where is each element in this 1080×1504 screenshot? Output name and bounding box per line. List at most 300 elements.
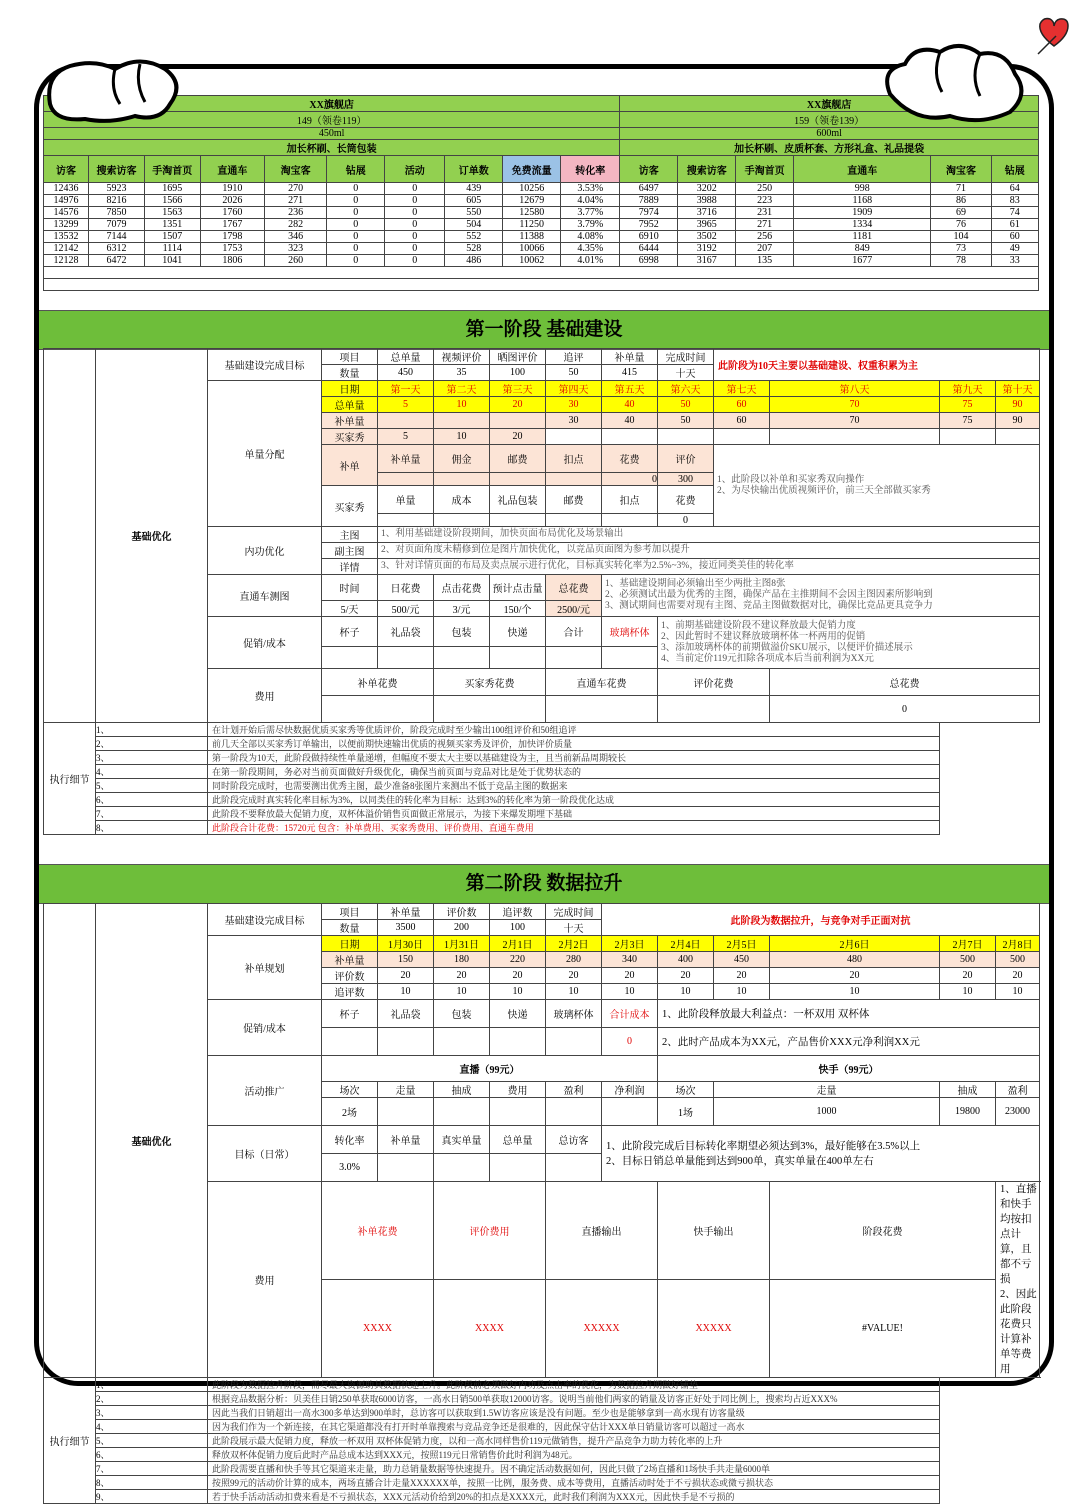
day-cell: 2月4日 xyxy=(658,936,714,952)
day-cell: 20 xyxy=(770,968,940,984)
day-cell: 20 xyxy=(434,968,490,984)
live-b-title: 快手（99元） xyxy=(658,1056,1040,1082)
detail-text: 根据竞品数据分析：贝美佳日销250单获取6000访客，一高水日销500单获取12000访客。说明当前他们两家的销量及访客正好处于同比例上，搜索均占近XXX% xyxy=(208,1392,940,1406)
promo-item: 玻璃杯体 xyxy=(546,1000,602,1028)
data-cell: 1181 xyxy=(794,231,931,243)
day-cell xyxy=(434,413,490,429)
data-cell: 528 xyxy=(445,243,503,255)
target-notes xyxy=(602,1126,1040,1182)
live-a-title: 直播（99元） xyxy=(322,1056,658,1082)
data-cell: 2026 xyxy=(200,195,264,207)
detail-number: 3、 xyxy=(96,1406,208,1420)
day-cell: 第七天 xyxy=(714,381,770,397)
day-cell: 20 xyxy=(602,968,658,984)
data-cell: 0 xyxy=(385,207,445,219)
data-cell: 605 xyxy=(445,195,503,207)
day-cell: 追评数 xyxy=(322,984,378,1000)
detail-text: 此阶段需要直播和快手等其它渠道来走量，助力总销量数据等快速提升。因不确定活动数据如何，因此只做了2场直播和1场快手共走量6000单 xyxy=(208,1462,940,1476)
heart-icon xyxy=(1036,14,1072,50)
note-line: 2、因此此阶段花费只计算补单等费用 xyxy=(1000,1289,1037,1375)
promo-item: 快递 xyxy=(490,617,546,647)
cost-value: XXXX xyxy=(434,1280,546,1378)
day-cell: 60 xyxy=(714,413,770,429)
data-cell: 260 xyxy=(265,255,327,267)
live-b-value: 23000 xyxy=(996,1098,1040,1126)
header-cell: 手淘首页 xyxy=(144,156,200,183)
goal-value: 100 xyxy=(490,365,546,381)
promo-item: 礼品袋 xyxy=(378,617,434,647)
data-cell: 486 xyxy=(445,255,503,267)
detail-number: 9、 xyxy=(96,1490,208,1504)
data-cell: 8216 xyxy=(89,195,145,207)
detail-row xyxy=(44,779,1040,793)
data-cell: 3965 xyxy=(678,219,736,231)
detail-row xyxy=(44,1378,1040,1392)
day-cell: 20 xyxy=(490,397,546,413)
day-cell: 日期 xyxy=(322,936,378,952)
table-row xyxy=(44,207,1039,219)
note-line: 3、测试期间也需要对现有主图、竞品主图做数据对比，确保比竞品更具竞争力 xyxy=(605,601,933,611)
data-cell: 1563 xyxy=(144,207,200,219)
data-cell: 346 xyxy=(265,231,327,243)
day-cell: 10 xyxy=(434,397,490,413)
promo-item: 杯子 xyxy=(322,617,378,647)
detail-text: 同时阶段完成时，也需要测出优秀主图，最少准备8张图片来测出不低于竞品主图的数据来 xyxy=(208,779,940,793)
detail-number: 4、 xyxy=(96,765,208,779)
goal-header: 视频评价 xyxy=(434,349,490,365)
day-cell: 500 xyxy=(996,952,1040,968)
ztc-header: 时间 xyxy=(322,575,378,601)
cost-header: 直播输出 xyxy=(546,1182,658,1280)
goal-header: 项目 xyxy=(322,349,378,365)
data-cell: 1041 xyxy=(144,255,200,267)
data-cell: 74 xyxy=(991,207,1038,219)
cost-header: 阶段花费 xyxy=(770,1182,996,1280)
goal-value: 十天 xyxy=(658,365,714,381)
day-cell: 20 xyxy=(378,968,434,984)
data-cell: 73 xyxy=(931,243,991,255)
target-header: 转化率 xyxy=(322,1126,378,1154)
data-cell: 0 xyxy=(385,195,445,207)
day-cell: 10 xyxy=(546,984,602,1000)
live-a-header: 净利润 xyxy=(602,1082,658,1098)
data-cell: 3.53% xyxy=(561,183,620,195)
day-cell xyxy=(714,429,770,445)
bd-header: 补单量 xyxy=(378,445,434,473)
ztc-value: 3/元 xyxy=(434,601,490,617)
ztc-value: 5/天 xyxy=(322,601,378,617)
cost-header: 买家秀花费 xyxy=(434,669,546,696)
live-b-header: 走量 xyxy=(714,1082,940,1098)
data-cell: 3502 xyxy=(678,231,736,243)
day-cell: 60 xyxy=(714,397,770,413)
header-cell: 搜索访客 xyxy=(89,156,145,183)
day-cell: 480 xyxy=(770,952,940,968)
live-b-value: 1场 xyxy=(658,1098,714,1126)
data-cell: 849 xyxy=(794,243,931,255)
store-a-price: 149（领卷119） xyxy=(44,112,620,128)
store-a-desc: 加长杯刷、长筒包装 xyxy=(44,140,620,156)
data-cell: 12128 xyxy=(44,255,89,267)
cost-total: 0 xyxy=(770,696,1040,723)
data-cell: 0 xyxy=(327,231,385,243)
detail-row xyxy=(44,765,1040,779)
cost-header: 直通车花费 xyxy=(546,669,658,696)
day-cell: 10 xyxy=(378,984,434,1000)
live-a-value: 2场 xyxy=(322,1098,378,1126)
data-cell: 6312 xyxy=(89,243,145,255)
live-a-header: 走量 xyxy=(378,1082,434,1098)
stage1-goal-note: 此阶段为10天主要以基础建设、权重积累为主 xyxy=(714,349,1040,381)
cost-header: 补单花费 xyxy=(322,669,434,696)
bd-label: 补单 xyxy=(322,445,378,486)
note-line: 1、直播和快手均按扣点计算，且都不亏损 xyxy=(1000,1184,1037,1285)
detail-row xyxy=(44,737,1040,751)
detail-text: 按照99元的活动价计算的成本，两场直播合计走量XXXXXX单，按照一比例，服务费、成本等费用，直播活动时处于不亏损状态或微亏损状态 xyxy=(208,1476,940,1490)
data-cell: 0 xyxy=(385,255,445,267)
detail-number: 7、 xyxy=(96,807,208,821)
detail-row xyxy=(44,1490,1040,1504)
goal-header: 补单量 xyxy=(602,349,658,365)
detail-text: 若于快手活动活动扣费来看是不亏损状态，XXX元活动价给到20%的扣点是XXXX元，此时我们利润为XXX元，因此快手是不亏损的 xyxy=(208,1490,940,1504)
data-cell: 1695 xyxy=(144,183,200,195)
header-cell: 免费流量 xyxy=(503,156,561,183)
detail-row xyxy=(44,1434,1040,1448)
data-cell: 1806 xyxy=(200,255,264,267)
promo-item: 杯子 xyxy=(322,1000,378,1028)
target-header: 总访客 xyxy=(546,1126,602,1154)
note-line: 2、目标日销总单量能到达到900单，真实单量在400单左右 xyxy=(606,1155,874,1167)
data-cell: 1114 xyxy=(144,243,200,255)
note-line: 1、此阶段以补单和买家秀双向操作 xyxy=(717,474,865,485)
day-cell: 10 xyxy=(996,984,1040,1000)
detail-row xyxy=(44,1462,1040,1476)
day-cell: 1月30日 xyxy=(378,936,434,952)
day-cell: 20 xyxy=(996,968,1040,984)
day-cell: 20 xyxy=(490,968,546,984)
data-cell: 12679 xyxy=(503,195,561,207)
cost-header: 总花费 xyxy=(770,669,1040,696)
data-cell: 3167 xyxy=(678,255,736,267)
day-cell: 2月8日 xyxy=(996,936,1040,952)
day-cell: 1月31日 xyxy=(434,936,490,952)
day-cell xyxy=(490,413,546,429)
day-cell: 2月2日 xyxy=(546,936,602,952)
plan-label: 补单规划 xyxy=(208,936,322,1000)
note-line: 3、针对详情页面的布局及卖点展示进行优化，目标真实转化率为2.5%~3%，接近同类美佳的转化率 xyxy=(378,559,1040,575)
data-cell: 13532 xyxy=(44,231,89,243)
data-cell: 64 xyxy=(991,183,1038,195)
data-cell: 250 xyxy=(736,183,794,195)
stage2-table xyxy=(43,903,1040,1504)
data-cell: 1507 xyxy=(144,231,200,243)
day-cell: 20 xyxy=(714,968,770,984)
data-cell: 3.79% xyxy=(561,219,620,231)
detail-number: 8、 xyxy=(96,1476,208,1490)
live-b-header: 盈利 xyxy=(996,1082,1040,1098)
ztc-value: 2500/元 xyxy=(546,601,602,617)
data-cell: 1910 xyxy=(200,183,264,195)
live-b-header: 场次 xyxy=(658,1082,714,1098)
inner-item: 详情 xyxy=(322,559,378,575)
detail-label: 执行细节 xyxy=(44,723,96,835)
data-cell: 12436 xyxy=(44,183,89,195)
data-cell: 5923 xyxy=(89,183,145,195)
cost-value: XXXXX xyxy=(546,1280,658,1378)
data-cell: 0 xyxy=(327,243,385,255)
ztc-header: 预计点击量 xyxy=(490,575,546,601)
goal-value: 35 xyxy=(434,365,490,381)
data-cell: 6998 xyxy=(620,255,678,267)
bd-header: 佣金 xyxy=(434,445,490,473)
data-cell: 323 xyxy=(265,243,327,255)
detail-row xyxy=(44,793,1040,807)
header-cell: 搜索访客 xyxy=(678,156,736,183)
stage1-table xyxy=(43,348,1040,835)
data-cell: 7889 xyxy=(620,195,678,207)
data-cell: 282 xyxy=(265,219,327,231)
day-cell: 70 xyxy=(770,397,940,413)
day-cell: 补单量 xyxy=(322,413,378,429)
note-line: 2、必须测试出最为优秀的主图，确保产品在主推期间不会因主图因素所影响到 xyxy=(605,590,933,600)
cost-value: #VALUE! xyxy=(770,1280,996,1378)
data-cell: 0 xyxy=(327,219,385,231)
data-cell: 271 xyxy=(265,195,327,207)
detail-number: 2、 xyxy=(96,737,208,751)
detail-text: 因为我们作为一个新连接，在其它渠道都没有打开时单靠搜索与竞品竞争还是很难的，因此保守估计XXX单日销量访客可以超过一高水 xyxy=(208,1420,940,1434)
day-cell: 2月5日 xyxy=(714,936,770,952)
day-cell: 75 xyxy=(940,397,996,413)
detail-label: 执行细节 xyxy=(44,1378,96,1504)
data-cell: 69 xyxy=(931,207,991,219)
bd-header: 扣点 xyxy=(546,445,602,473)
target-label: 目标（日常） xyxy=(208,1126,322,1182)
ztc-value: 150/个 xyxy=(490,601,546,617)
data-cell: 550 xyxy=(445,207,503,219)
day-cell: 第六天 xyxy=(658,381,714,397)
detail-row xyxy=(44,821,1040,835)
data-cell: 236 xyxy=(265,207,327,219)
target-value: 3.0% xyxy=(322,1154,378,1182)
note-line: 1、此阶段完成后目标转化率期望必须达到3%，最好能够在3.5%以上 xyxy=(606,1140,921,1152)
data-cell: 4.04% xyxy=(561,195,620,207)
goal-header: 完成时间 xyxy=(546,904,602,920)
day-cell: 40 xyxy=(602,413,658,429)
detail-text: 释放双杯体促销力度后此时产品总成本达到XXX元，按照119元日常销售价此时利润为48元。 xyxy=(208,1448,940,1462)
day-cell: 2月7日 xyxy=(940,936,996,952)
day-cell: 340 xyxy=(602,952,658,968)
day-cell: 买家秀 xyxy=(322,429,378,445)
note-line: 2、为尽快输出优质视频评价，前三天全部做买家秀 xyxy=(717,485,931,496)
data-cell: 78 xyxy=(931,255,991,267)
data-cell: 0 xyxy=(385,183,445,195)
data-cell: 1767 xyxy=(200,219,264,231)
data-cell: 223 xyxy=(736,195,794,207)
goal-value: 数量 xyxy=(322,920,378,936)
goal-value: 450 xyxy=(378,365,434,381)
day-cell: 20 xyxy=(658,968,714,984)
detail-number: 1、 xyxy=(96,723,208,737)
day-cell: 评价数 xyxy=(322,968,378,984)
note-line: 2、对页面角度未精修到位是图片加快优化，以竞品页面图为参考加以提升 xyxy=(378,543,1040,559)
detail-row xyxy=(44,1392,1040,1406)
data-cell: 1168 xyxy=(794,195,931,207)
target-header: 补单量 xyxy=(378,1126,434,1154)
ztc-header: 总花费 xyxy=(546,575,602,601)
detail-number: 6、 xyxy=(96,1448,208,1462)
day-cell: 10 xyxy=(602,984,658,1000)
detail-text: 此阶段合计花费：15720元 包含：补单费用、买家秀费用、评价费用、直通车费用 xyxy=(208,821,940,835)
mjx-header: 成本 xyxy=(434,486,490,514)
note-line: 1、前期基础建设阶段不建议释放最大促销力度 xyxy=(661,620,856,631)
detail-number: 8、 xyxy=(96,821,208,835)
promo-item: 玻璃杯体 xyxy=(602,617,658,647)
detail-number: 5、 xyxy=(96,1434,208,1448)
data-cell: 0 xyxy=(327,195,385,207)
promo-item: 快递 xyxy=(490,1000,546,1028)
data-cell: 6497 xyxy=(620,183,678,195)
day-cell: 2月1日 xyxy=(490,936,546,952)
promo-item: 包装 xyxy=(434,617,490,647)
data-cell: 1760 xyxy=(200,207,264,219)
day-cell: 10 xyxy=(434,984,490,1000)
live-b-value: 19800 xyxy=(940,1098,996,1126)
data-cell: 12580 xyxy=(503,207,561,219)
stage2-category: 基础优化 xyxy=(96,904,208,1378)
traffic-table xyxy=(43,95,1039,291)
data-cell: 104 xyxy=(931,231,991,243)
target-header: 真实单量 xyxy=(434,1126,490,1154)
data-cell: 11388 xyxy=(503,231,561,243)
goal-value: 100 xyxy=(490,920,546,936)
header-cell: 钻展 xyxy=(327,156,385,183)
table-row xyxy=(44,243,1039,255)
detail-number: 6、 xyxy=(96,793,208,807)
note-line: 2、因此暂时不建议释放玻璃杯体一杯两用的促销 xyxy=(661,631,866,642)
header-cell: 直通车 xyxy=(794,156,931,183)
header-cell: 淘宝客 xyxy=(931,156,991,183)
cost-header: 补单花费 xyxy=(322,1182,434,1280)
stage2-goal-label: 基础建设完成目标 xyxy=(208,904,322,936)
live-b-header: 抽成 xyxy=(940,1082,996,1098)
data-cell: 86 xyxy=(931,195,991,207)
bd-cost: 0 xyxy=(602,473,658,486)
day-cell: 第一天 xyxy=(378,381,434,397)
mjx-cost: 0 xyxy=(658,514,714,527)
ztc-notes xyxy=(602,575,1040,617)
live-a-header: 场次 xyxy=(322,1082,378,1098)
store-a-volume: 450ml xyxy=(44,128,620,140)
day-cell: 10 xyxy=(714,984,770,1000)
day-cell: 20 xyxy=(940,968,996,984)
store-b-price: 159（领卷139） xyxy=(620,112,1039,128)
data-cell: 998 xyxy=(794,183,931,195)
cost-value: XXXXX xyxy=(658,1280,770,1378)
data-cell: 271 xyxy=(736,219,794,231)
mjx-header: 单量 xyxy=(378,486,434,514)
day-cell: 第八天 xyxy=(770,381,940,397)
data-cell: 7952 xyxy=(620,219,678,231)
data-cell: 11250 xyxy=(503,219,561,231)
day-cell xyxy=(770,429,940,445)
mjx-header: 扣点 xyxy=(602,486,658,514)
cost-header: 快手输出 xyxy=(658,1182,770,1280)
day-cell xyxy=(602,429,658,445)
note-line: 1、基础建设期间必须输出至少两批主图8张 xyxy=(605,579,786,589)
day-cell: 第九天 xyxy=(940,381,996,397)
detail-text: 在第一阶段期间，务必对当前页面做好升级优化，确保当前页面与竞品对比是处于优势状态的 xyxy=(208,765,940,779)
goal-header: 追评数 xyxy=(490,904,546,920)
day-cell: 10 xyxy=(940,984,996,1000)
goal-value: 3500 xyxy=(378,920,434,936)
promo-total: 0 xyxy=(602,1028,658,1056)
detail-text: 前几天全部以买家秀订单输出，以便前期快速输出优质的视频买家秀及评价，加快评价质量 xyxy=(208,737,940,751)
data-cell: 4.08% xyxy=(561,231,620,243)
day-cell: 150 xyxy=(378,952,434,968)
data-cell: 6472 xyxy=(89,255,145,267)
day-cell: 2月3日 xyxy=(602,936,658,952)
data-cell: 207 xyxy=(736,243,794,255)
store-b-desc: 加长杯刷、皮质杯套、方形礼盒、礼品提袋 xyxy=(620,140,1039,156)
header-cell: 订单数 xyxy=(445,156,503,183)
mjx-header: 花费 xyxy=(658,486,714,514)
day-cell: 90 xyxy=(996,413,1040,429)
detail-row xyxy=(44,1448,1040,1462)
detail-text: 因此当我们日销超出一高水300多单达到900单时，总访客可以获取到1.5W访客应该是没有问题。至少也是能够拿到一高水现有访客量级 xyxy=(208,1406,940,1420)
bd-header: 花费 xyxy=(602,445,658,473)
detail-number: 2、 xyxy=(96,1392,208,1406)
note-line: 1、此阶段释放最大利益点：一杯双用 双杯体 xyxy=(658,1000,1040,1028)
store-b-name: XX旗舰店 xyxy=(620,96,1039,112)
day-cell: 第十天 xyxy=(996,381,1040,397)
day-cell: 50 xyxy=(658,397,714,413)
data-cell: 6910 xyxy=(620,231,678,243)
day-cell xyxy=(996,429,1040,445)
day-cell: 500 xyxy=(940,952,996,968)
header-cell: 淘宝客 xyxy=(265,156,327,183)
detail-text: 此阶段不要释放最大促销力度，双杯体溢价销售页面做正常展示，为接下来爆发期埋下基础 xyxy=(208,807,940,821)
data-cell: 3988 xyxy=(678,195,736,207)
ztc-value: 500/元 xyxy=(378,601,434,617)
data-cell: 0 xyxy=(385,219,445,231)
detail-text: 此阶段完成时真实转化率目标为3%，以同类佳的转化率为目标：达到3%的转化率为第一阶段优化达成 xyxy=(208,793,940,807)
day-cell: 450 xyxy=(714,952,770,968)
data-cell: 0 xyxy=(327,207,385,219)
cost-header: 评价花费 xyxy=(658,669,770,696)
goal-header: 总单量 xyxy=(378,349,434,365)
detail-text: 第一阶段为10天，此阶段做持续性单量递增，但幅度不要太大主要以基础建设为主，且当前新品周期较长 xyxy=(208,751,940,765)
header-cell: 直通车 xyxy=(200,156,264,183)
day-cell: 10 xyxy=(434,429,490,445)
note-line: 2、此时产品成本为XX元，产品售价XXX元净利润XX元 xyxy=(658,1028,1040,1056)
goal-header: 完成时间 xyxy=(658,349,714,365)
cost-header: 评价费用 xyxy=(434,1182,546,1280)
data-cell: 270 xyxy=(265,183,327,195)
header-cell: 访客 xyxy=(620,156,678,183)
stage2-goal-note: 此阶段为数据拉升，与竞争对手正面对抗 xyxy=(602,904,1040,936)
data-cell: 1566 xyxy=(144,195,200,207)
mjx-header: 礼品包装 xyxy=(490,486,546,514)
day-cell: 30 xyxy=(546,397,602,413)
cost-value: XXXX xyxy=(322,1280,434,1378)
stage2-title: 第二阶段 数据拉升 xyxy=(39,864,1049,904)
stage1-title: 第一阶段 基础建设 xyxy=(39,310,1049,350)
goal-header: 追评 xyxy=(546,349,602,365)
note-line: 3、添加玻璃杯体的前期做溢价SKU展示，以便评价描述展示 xyxy=(661,642,913,653)
promo-item: 包装 xyxy=(434,1000,490,1028)
detail-row xyxy=(44,1406,1040,1420)
data-cell: 256 xyxy=(736,231,794,243)
